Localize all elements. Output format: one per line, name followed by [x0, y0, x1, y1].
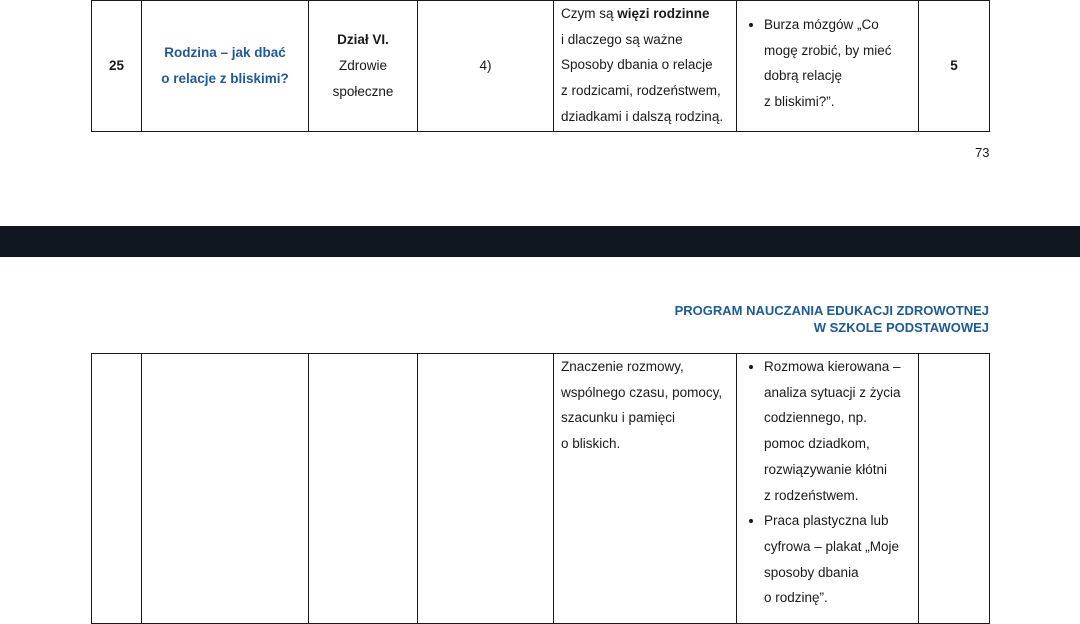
- content-line: o bliskich.: [561, 436, 621, 452]
- content-line: Sposoby dbania o relacje: [561, 57, 713, 73]
- empty-cell: [92, 354, 142, 624]
- lesson-table-continued: [91, 353, 990, 624]
- section-cell: [309, 1, 418, 132]
- content-text: Czym są: [561, 6, 618, 21]
- empty-cell: [309, 354, 418, 624]
- content-cell: [554, 1, 737, 132]
- methods-list-item: [764, 508, 918, 611]
- methods-cell: [737, 354, 919, 624]
- method-line: analiza sytuacji z życia: [764, 384, 901, 400]
- content-cell: [554, 354, 737, 624]
- method-line: • Praca plastyczna lub: [764, 513, 889, 529]
- requirement-cell: 4): [418, 1, 554, 132]
- content-line: szacunku i pamięci: [561, 410, 676, 426]
- method-line: • Burza mózgów „Co: [764, 17, 879, 32]
- content-line: wspólnego czasu, pomocy,: [561, 384, 723, 400]
- section-line: społeczne: [332, 83, 394, 99]
- method-line: z bliskimi?”.: [764, 94, 835, 110]
- lesson-title: [142, 1, 309, 132]
- methods-list: [746, 12, 918, 115]
- method-line: • Rozmowa kierowana –: [764, 359, 901, 374]
- hours-cell: 5: [919, 1, 990, 132]
- section-name: Dział VI.: [337, 32, 389, 48]
- section-line: Zdrowie: [338, 58, 387, 74]
- content-line: Znaczenie rozmowy,: [561, 359, 684, 374]
- page-header: [675, 302, 989, 336]
- lesson-title-line: Rodzina – jak dbać: [164, 45, 286, 61]
- content-line: [561, 1, 736, 27]
- methods-list: [746, 354, 918, 611]
- page-number: 73: [975, 145, 990, 160]
- methods-cell: [737, 1, 919, 132]
- content-line: i dlaczego są ważne: [561, 31, 683, 47]
- method-line: sposoby dbania: [764, 564, 859, 580]
- empty-cell: [142, 354, 309, 624]
- methods-list-item: [764, 354, 918, 508]
- content-bold-text: więzi rodzinne: [617, 6, 710, 21]
- lesson-table-top: [91, 0, 990, 132]
- methods-list-item: [764, 12, 918, 115]
- page-separator-band: [0, 226, 1080, 257]
- empty-cell: [418, 354, 554, 624]
- content-line: dziadkami i dalszą rodziną.: [561, 108, 724, 124]
- table-row: [92, 354, 990, 624]
- method-line: rozwiązywanie kłótni: [764, 461, 888, 477]
- method-line: z rodzeństwem.: [764, 487, 859, 503]
- method-line: pomoc dziadkom,: [764, 436, 870, 452]
- method-line: dobrą relację: [764, 68, 843, 84]
- header-line: PROGRAM NAUCZANIA EDUKACJI ZDROWOTNEJ: [674, 303, 989, 318]
- method-line: mogę zrobić, by mieć: [764, 42, 892, 58]
- method-line: o rodzinę”.: [764, 590, 828, 606]
- table-row: [92, 1, 990, 132]
- method-line: codziennego, np.: [764, 410, 867, 426]
- lesson-title-line: o relacje z bliskimi?: [161, 71, 289, 86]
- method-line: cyfrowa – plakat „Moje: [764, 538, 900, 554]
- content-line: z rodzicami, rodzeństwem,: [561, 83, 721, 99]
- empty-cell: [919, 354, 990, 624]
- lesson-number: 25: [92, 1, 142, 132]
- header-line: W SZKOLE PODSTAWOWEJ: [813, 320, 989, 335]
